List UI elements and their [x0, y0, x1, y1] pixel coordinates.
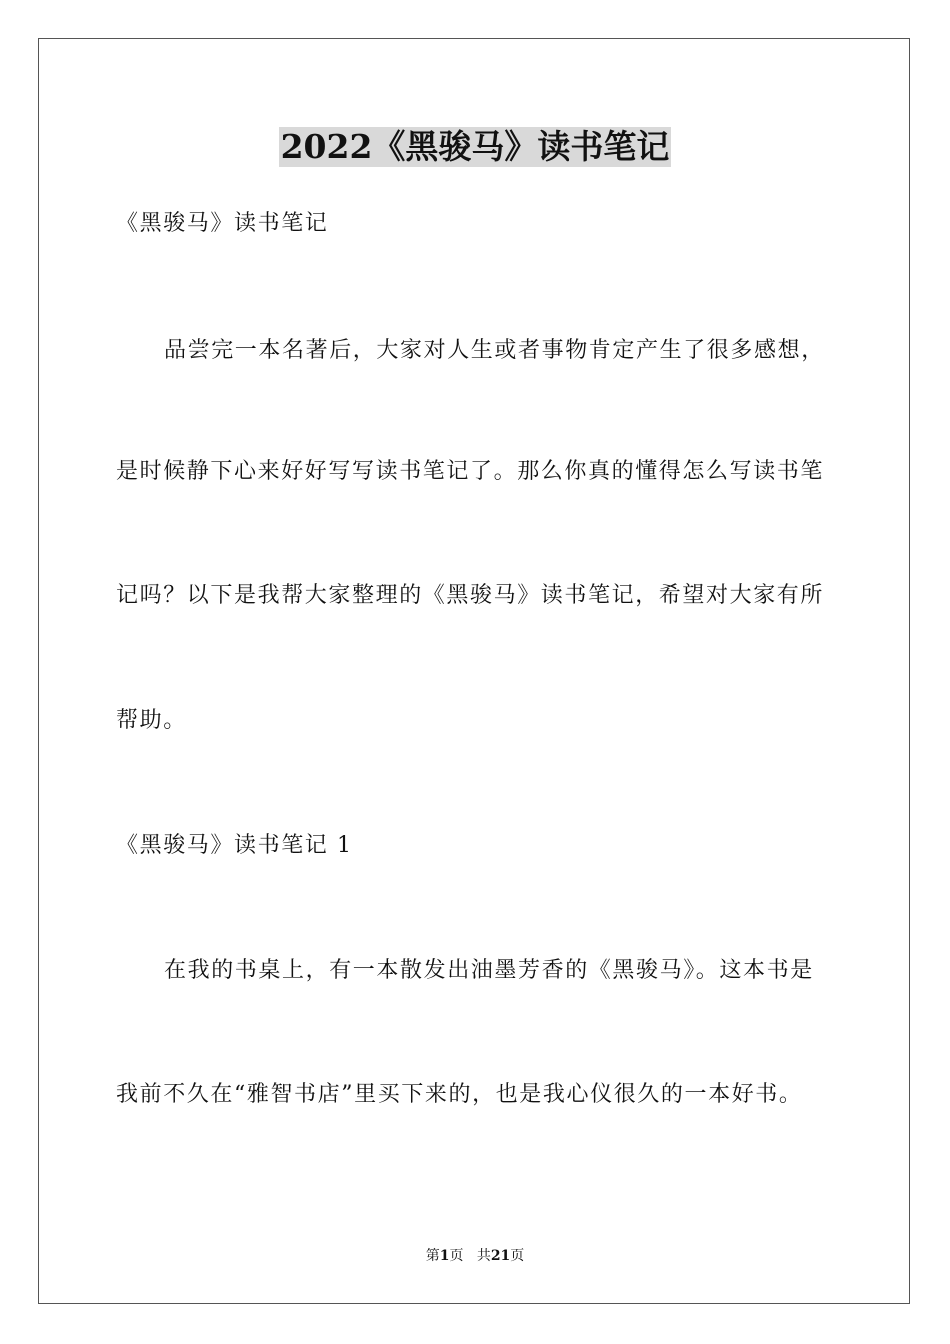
footer-total-suffix: 页 [510, 1248, 525, 1264]
section-line-1: 在我的书桌上，有一本散发出油墨芳香的《黑骏马》。这本书是 [164, 958, 814, 983]
page-footer [0, 1247, 950, 1265]
footer-total-prefix: 共 [476, 1248, 491, 1264]
document-subtitle: 《黑骏马》读书笔记 [116, 211, 329, 236]
intro-line-3: 记吗？以下是我帮大家整理的《黑骏马》读书笔记，希望对大家有所 [116, 583, 825, 608]
intro-line-4: 帮助。 [116, 708, 187, 733]
footer-page-total: 21 [490, 1248, 511, 1264]
document-title: 2022《黑骏马》读书笔记 [280, 127, 670, 166]
footer-page-current: 1 [439, 1248, 450, 1264]
intro-line-1: 品尝完一本名著后，大家对人生或者事物肯定产生了很多感想， [164, 338, 825, 363]
section-line-2: 我前不久在“雅智书店”里买下来的，也是我心仪很久的一本好书。 [116, 1082, 803, 1107]
intro-line-2: 是时候静下心来好好写写读书笔记了。那么你真的懂得怎么写读书笔 [116, 459, 825, 484]
title-container [0, 127, 950, 167]
footer-page-suffix: 页 [449, 1248, 464, 1264]
footer-page-prefix: 第 [425, 1248, 440, 1264]
section-heading: 《黑骏马》读书笔记 1 [116, 833, 353, 858]
